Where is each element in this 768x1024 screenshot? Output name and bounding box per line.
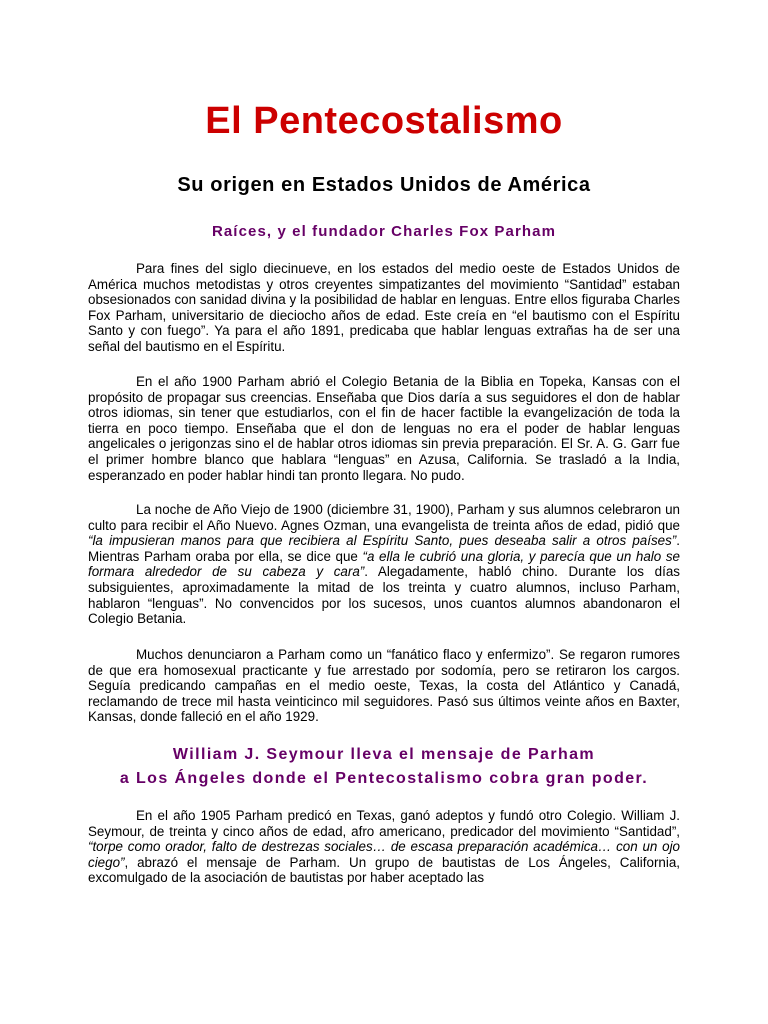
paragraph-5-text-a: En el año 1905 Parham predicó en Texas, ganó adeptos y fundó otro Colegio. William J. Seymour, de treinta y cinco años de edad, afro americano, predicador del movimiento “Santidad”,	[88, 808, 680, 839]
paragraph-1: Para fines del siglo diecinueve, en los estados del medio oeste de Estados Unidos de América muchos metodistas y otros creyentes simpatizantes del movimiento “Santidad” estaban obsesionados con sanidad divina y la posibilidad de hablar en lenguas. Entre ellos figuraba Charles Fox Parham, universitario de dieciocho años de edad. Este creía en “el bautismo con el Espíritu Santo y con fuego”. Ya para el año 1891, predicaba que hablar lenguas extrañas ha de ser una señal del bautismo en el Espíritu.	[88, 261, 680, 354]
paragraph-4: Muchos denunciaron a Parham como un “fanático flaco y enfermizo”. Se regaron rumores de que era homosexual practicante y fue arrestado por sodomía, pero se retiraron los cargos. Seguía predicando campañas en el medio oeste, Texas, la costa del Atlántico y Canadá, reclamando de trece mil hasta veinticinco mil seguidores. Pasó sus últimos veinte años en Baxter, Kansas, donde falleció en el año 1929.	[88, 647, 680, 725]
section-heading-raices: Raíces, y el fundador Charles Fox Parham	[211, 223, 557, 240]
document-title: El Pentecostalismo	[205, 100, 563, 142]
paragraph-3-text-c: . Alegadamente, habló chino. Durante los días subsiguientes, aproximadamente la mitad de los treinta y cuatro alumnos, incluso Parham, hablaron “lenguas”. No convencidos por los sucesos, unos cuantos alumnos abandonaron el Colegio Betania.	[88, 564, 680, 627]
paragraph-3	[88, 502, 680, 627]
paragraph-3-quote-2: “a ella le cubrió una gloria, y parecía que un halo se formara alrededor de su cabeza y cara”	[88, 548, 680, 580]
section-heading-seymour-line-2: a Los Ángeles donde el Pentecostalismo cobra gran poder.	[119, 770, 649, 787]
section-heading-seymour	[88, 743, 680, 791]
document-subtitle: Su origen en Estados Unidos de América	[177, 174, 591, 196]
section-heading-seymour-line-1: William J. Seymour lleva el mensaje de Parham	[172, 746, 596, 763]
paragraph-3-quote-1: “la impusieran manos para que recibiera al Espíritu Santo, pues deseaba salir a otros países”	[88, 533, 677, 549]
paragraph-5-quote-1: “torpe como orador, falto de destrezas sociales… de escasa preparación académica… con un ojo ciego”	[88, 839, 680, 870]
paragraph-5-text-b: , abrazó el mensaje de Parham. Un grupo de bautistas de Los Ángeles, California, excomulgado de la asociación de bautistas por haber aceptado las	[88, 854, 680, 886]
paragraph-3-text-a: La noche de Año Viejo de 1900 (diciembre 31, 1900), Parham y sus alumnos celebraron un culto para recibir el Año Nuevo. Agnes Ozman, una evangelista de treinta años de edad, pidió que	[88, 502, 680, 533]
paragraph-2: En el año 1900 Parham abrió el Colegio Betania de la Biblia en Topeka, Kansas con el propósito de propagar sus creencias. Enseñaba que Dios daría a sus seguidores el don de hablar otros idiomas, sin tener que estudiarlos, con el fin de hacer factible la evangelización de toda la tierra en poco tiempo. Enseñaba que el don de lenguas no era el poder de hablar lenguas angelicales o jerigonzas sino el de hablar otros idiomas sin previa preparación. El Sr. A. G. Garr fue el primer hombre blanco que hablara “lenguas” en Azusa, California. Se trasladó a la India, esperanzado en poder hablar hindi tan pronto llegara. No pudo.	[88, 374, 680, 483]
paragraph-3-text-b: . Mientras Parham oraba por ella, se dice que	[88, 533, 680, 564]
paragraph-5	[88, 808, 680, 886]
